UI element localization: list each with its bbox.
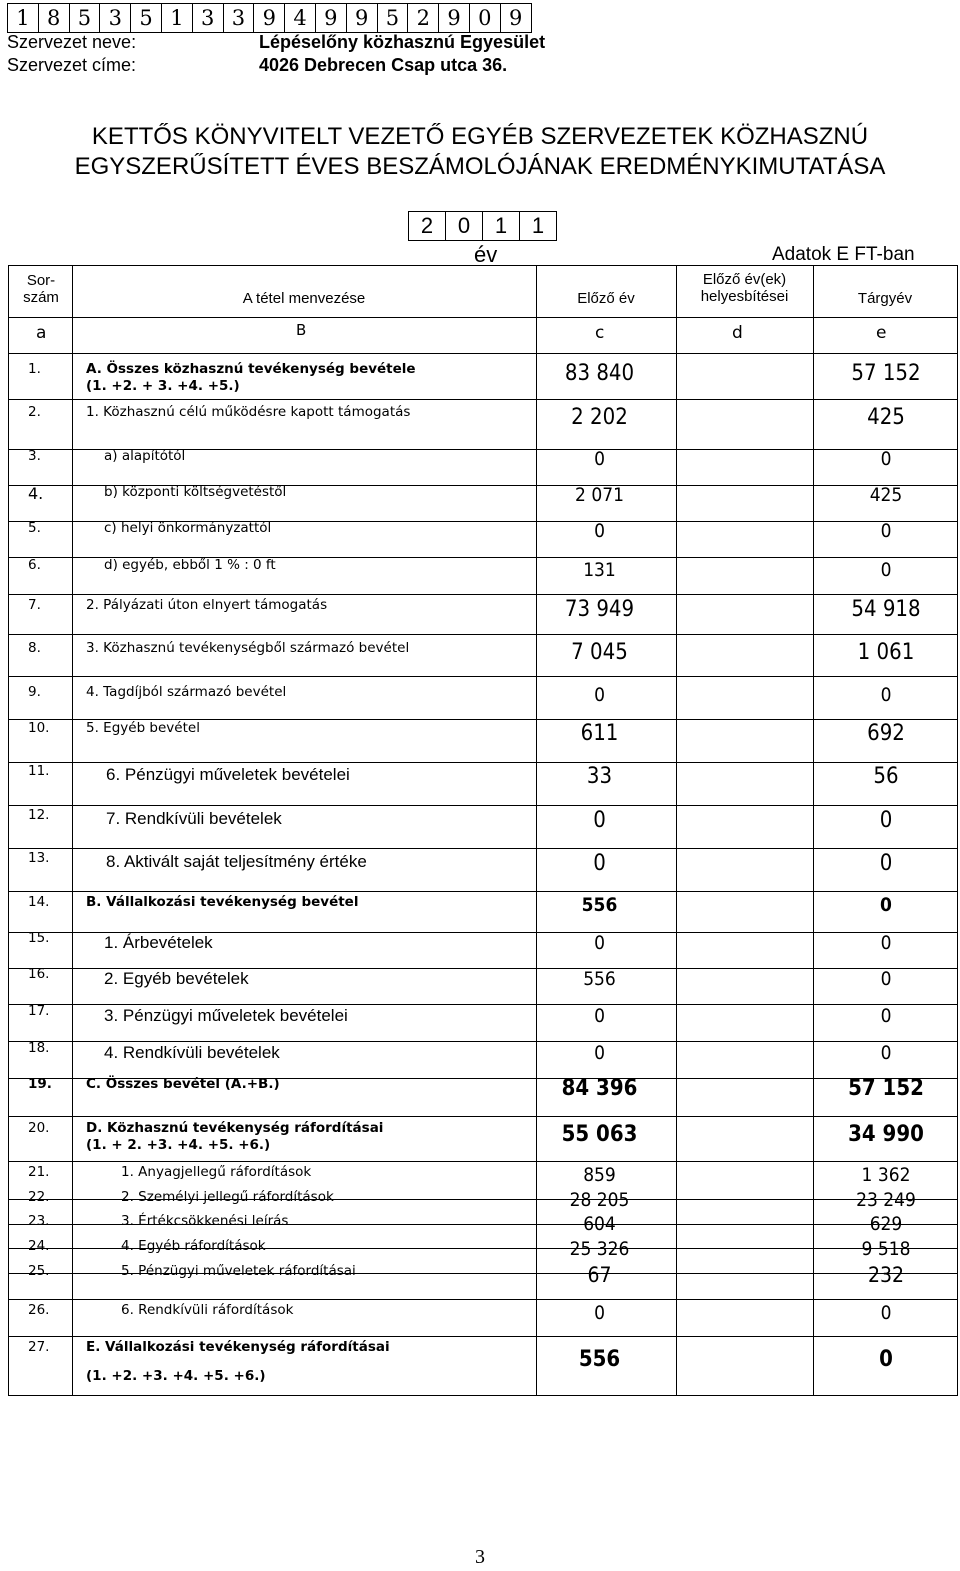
value-current-year: 34 990 (848, 1122, 924, 1147)
column-letter-c: c (595, 323, 605, 343)
value-previous-year: 0 (593, 808, 606, 833)
value-previous-year: 556 (583, 968, 616, 990)
row-number: 17. (28, 1003, 50, 1019)
row-label: 6. Pénzügyi műveletek bevételei (106, 765, 350, 784)
row-number: 20. (28, 1120, 50, 1136)
id-digit: 8 (39, 4, 70, 32)
column-divider (676, 266, 677, 1395)
row-separator (9, 762, 957, 763)
document-title-line-1: KETTŐS KÖNYVITELT VEZETŐ EGYÉB SZERVEZETEK KÖZHASZNÚ (91, 123, 869, 150)
column-letter-b: B (296, 321, 307, 339)
value-previous-year: 0 (594, 1302, 605, 1324)
row-number: 7. (28, 597, 41, 613)
year-digit: 1 (531, 213, 545, 238)
value-current-year: 425 (867, 405, 905, 430)
row-number: 3. (28, 448, 41, 464)
row-label: c) helyi önkormányzattól (104, 520, 272, 536)
value-current-year: 1 061 (857, 640, 915, 665)
row-separator (9, 1336, 957, 1337)
value-current-year: 425 (869, 484, 903, 506)
id-digit: 0 (470, 4, 501, 32)
value-current-year: 56 (873, 764, 899, 789)
value-current-year: 232 (867, 1263, 905, 1287)
value-previous-year: 2 202 (571, 405, 628, 430)
year-digit: 2 (409, 212, 446, 240)
value-previous-year: 73 949 (564, 597, 635, 622)
row-number: 22. (28, 1189, 50, 1205)
value-previous-year: 0 (593, 851, 606, 876)
value-previous-year: 83 840 (564, 361, 635, 386)
row-separator (9, 634, 957, 635)
id-digit: 9 (439, 4, 470, 32)
row-separator (9, 805, 957, 806)
row-label: 4. Tagdíjból származó bevétel (86, 684, 287, 700)
page-number: 3 (475, 1546, 485, 1568)
value-previous-year: 611 (580, 721, 619, 746)
row-number: 12. (28, 807, 50, 823)
value-previous-year: 0 (594, 1005, 605, 1027)
row-label: 8. Aktivált saját teljesítmény értéke (106, 852, 367, 871)
row-number: 24. (28, 1238, 50, 1254)
value-previous-year: 131 (583, 559, 616, 581)
row-label: 4. Rendkívüli bevételek (104, 1043, 280, 1062)
header-divider (9, 317, 957, 318)
id-digit: 9 (508, 6, 523, 30)
row-number: 9. (28, 684, 41, 700)
value-previous-year: 556 (578, 1347, 621, 1372)
row-label: 2. Egyéb bevételek (104, 969, 249, 988)
year-label: év (474, 242, 498, 267)
value-current-year: 629 (869, 1213, 903, 1235)
id-digit: 1 (8, 4, 39, 32)
header-targyev: Tárgyév (857, 290, 913, 307)
row-number: 15. (28, 930, 50, 946)
value-current-year: 0 (880, 684, 892, 706)
row-number: 10. (28, 720, 50, 736)
row-number: 13. (28, 850, 50, 866)
id-digit: 9 (254, 4, 285, 32)
row-label: 6. Rendkívüli ráfordítások (121, 1302, 294, 1318)
id-digit: 9 (347, 4, 378, 32)
value-previous-year: 25 326 (569, 1238, 630, 1260)
value-previous-year: 84 396 (561, 1076, 638, 1101)
org-address-value: 4026 Debrecen Csap utca 36. (259, 55, 508, 75)
value-previous-year: 28 205 (569, 1189, 630, 1211)
value-current-year: 0 (880, 932, 892, 954)
value-current-year: 54 918 (851, 597, 921, 622)
year-digit: 1 (483, 212, 520, 240)
row-number: 11. (28, 763, 50, 779)
id-digit: 5 (378, 4, 409, 32)
row-number: 18. (28, 1040, 50, 1056)
row-number: 8. (28, 640, 41, 656)
year-box (408, 211, 557, 241)
header-sorszam: Sor- szám (23, 272, 59, 306)
row-separator (9, 594, 957, 595)
row-label: 5. Egyéb bevétel (86, 720, 200, 736)
row-label: b) központi költségvetéstől (104, 484, 287, 500)
row-separator (9, 848, 957, 849)
value-previous-year: 33 (586, 764, 613, 789)
org-name-label: Szervezet neve: (7, 32, 137, 52)
row-label: E. Vállalkozási tevékenység ráfordításai (86, 1339, 390, 1355)
row-number: 6. (28, 557, 41, 573)
value-current-year: 0 (880, 1042, 892, 1064)
row-label: 7. Rendkívüli bevételek (106, 809, 282, 828)
row-label: 1. Árbevételek (104, 933, 213, 952)
row-label: 1. Anyagjellegű ráfordítások (121, 1164, 312, 1180)
id-digit: 3 (193, 4, 224, 32)
value-previous-year: 7 045 (571, 640, 628, 665)
id-digit: 1 (162, 4, 193, 32)
row-number: 16. (28, 966, 50, 982)
row-label-continued: (1. +2. + 3. +4. +5.) (86, 378, 240, 394)
column-letter-a: a (36, 323, 47, 343)
value-previous-year: 0 (594, 932, 605, 954)
id-digit: 3 (224, 4, 255, 32)
value-previous-year: 556 (581, 894, 618, 916)
row-separator (9, 1116, 957, 1117)
value-current-year: 0 (880, 1005, 892, 1027)
row-label: C. Összes bevétel (A.+B.) (86, 1076, 280, 1092)
id-digit: 5 (70, 4, 101, 32)
row-number: 2. (28, 404, 41, 420)
value-current-year: 9 518 (861, 1238, 911, 1260)
id-digit: 4 (285, 4, 316, 32)
org-name-value: Lépéselőny közhasznú Egyesület (259, 32, 546, 52)
row-label: d) egyéb, ebből 1 % : 0 ft (104, 557, 276, 573)
row-label: B. Vállalkozási tevékenység bevétel (86, 894, 359, 910)
row-separator (9, 676, 957, 677)
unit-label: Adatok E FT-ban (772, 244, 915, 265)
row-number: 4. (28, 484, 44, 503)
value-current-year: 0 (879, 1347, 893, 1372)
value-previous-year: 0 (594, 448, 605, 470)
value-current-year: 692 (867, 721, 905, 746)
id-digit: 5 (131, 4, 162, 32)
row-number: 27. (28, 1339, 50, 1355)
column-letter-d: d (732, 323, 743, 343)
row-label: 3. Pénzügyi műveletek bevételei (104, 1006, 348, 1025)
value-previous-year: 2 071 (575, 484, 624, 506)
value-current-year: 23 249 (856, 1189, 916, 1211)
org-address-label: Szervezet címe: (7, 55, 137, 75)
row-label: a) alapítótól (104, 448, 186, 464)
value-previous-year: 55 063 (561, 1122, 638, 1147)
value-previous-year: 0 (594, 520, 605, 542)
id-digit: 3 (100, 4, 131, 32)
value-previous-year: 604 (583, 1213, 616, 1235)
header-elozo-ev: Előző év (577, 290, 635, 307)
row-label: 3. Értékcsökkenési leírás (121, 1213, 289, 1229)
row-separator (9, 399, 957, 400)
value-current-year: 0 (880, 894, 892, 916)
value-current-year: 57 152 (851, 361, 921, 386)
document-title-line-2: EGYSZERŰSÍTETT ÉVES BESZÁMOLÓJÁNAK EREDMÉNYKIMUTATÁSA (74, 153, 886, 180)
row-label-continued: (1. + 2. +3. +4. +5. +6.) (86, 1137, 271, 1153)
id-digit: 2 (408, 4, 439, 32)
row-separator (9, 891, 957, 892)
value-current-year: 0 (880, 448, 892, 470)
value-current-year: 57 152 (848, 1076, 924, 1101)
value-previous-year: 859 (583, 1164, 616, 1186)
value-current-year: 0 (880, 1302, 892, 1324)
row-label: A. Összes közhasznú tevékenység bevétele (86, 361, 416, 377)
value-current-year: 1 362 (861, 1164, 911, 1186)
id-digit: 9 (316, 4, 347, 32)
row-label: 1. Közhasznú célú működésre kapott támogatás (86, 404, 411, 420)
header-tetel: A tétel menvezése (242, 290, 366, 307)
row-number: 19. (28, 1076, 52, 1092)
row-label: 4. Egyéb ráfordítások (121, 1238, 266, 1254)
row-label: 2. Pályázati úton elnyert támogatás (86, 597, 328, 613)
row-number: 21. (28, 1164, 50, 1180)
row-number: 5. (28, 520, 41, 536)
value-current-year: 0 (880, 968, 892, 990)
row-label: 3. Közhasznú tevékenységből származó bevétel (86, 640, 410, 656)
value-previous-year: 0 (594, 1042, 605, 1064)
row-number: 1. (28, 361, 41, 377)
value-previous-year: 67 (587, 1263, 612, 1287)
row-number: 23. (28, 1213, 50, 1229)
row-label: 2. Személyi jellegű ráfordítások (121, 1189, 334, 1205)
value-previous-year: 0 (594, 684, 605, 706)
row-label: D. Közhasznú tevékenység ráfordításai (86, 1120, 384, 1136)
row-separator (9, 1299, 957, 1300)
value-current-year: 0 (880, 520, 892, 542)
row-label-continued: (1. +2. +3. +4. +5. +6.) (86, 1368, 266, 1384)
row-number: 26. (28, 1302, 50, 1318)
row-number: 25. (28, 1263, 50, 1279)
value-current-year: 0 (879, 808, 893, 833)
year-digit: 0 (446, 212, 483, 240)
row-label: 5. Pénzügyi műveletek ráfordításai (121, 1263, 356, 1279)
value-current-year: 0 (879, 851, 893, 876)
column-divider (72, 266, 73, 1395)
row-separator (9, 1161, 957, 1162)
row-number: 14. (28, 894, 50, 910)
column-letter-e: e (876, 323, 887, 343)
header-divider (9, 353, 957, 354)
header-helyesbites: Előző év(ek) helyesbítései (700, 271, 789, 305)
tax-id-box (7, 3, 532, 33)
value-current-year: 0 (880, 559, 892, 581)
